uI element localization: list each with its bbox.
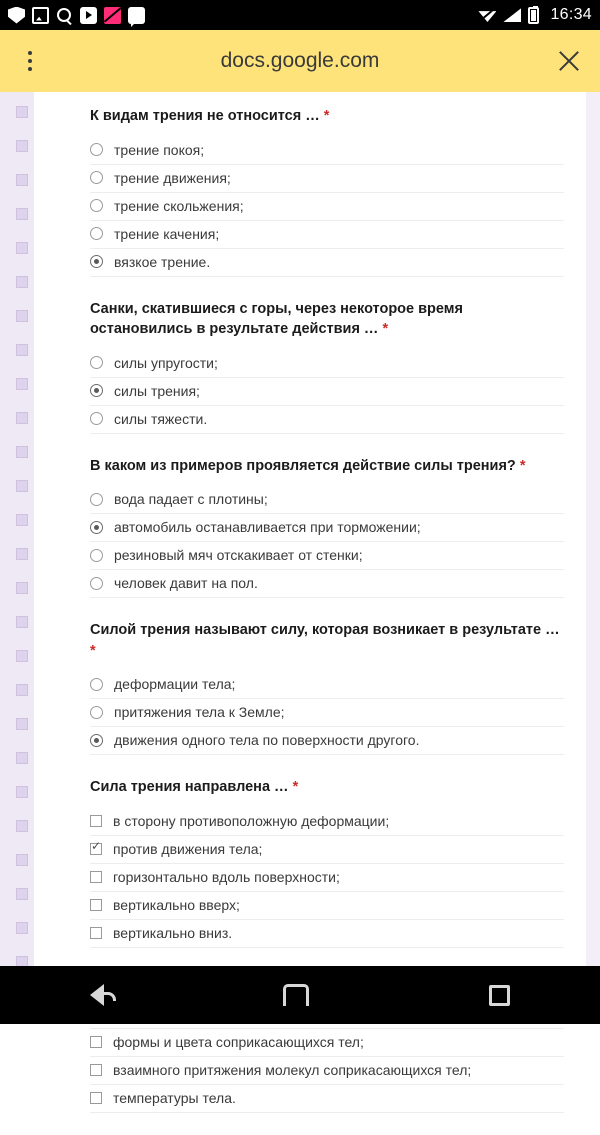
required-marker: * [323, 108, 330, 124]
strip-tick [16, 174, 28, 186]
strip-tick [16, 140, 28, 152]
option-label: силы трения; [114, 382, 200, 399]
question-block [90, 299, 564, 440]
checkbox-option-row[interactable] [90, 892, 564, 920]
mute-icon [104, 7, 121, 24]
radio-button[interactable] [90, 734, 103, 747]
checkbox-option-row[interactable] [90, 864, 564, 892]
option-label: автомобиль останавливается при торможении; [114, 519, 421, 536]
radio-option-row[interactable] [90, 221, 564, 249]
strip-tick [16, 888, 28, 900]
strip-tick [16, 548, 28, 560]
radio-button[interactable] [90, 521, 103, 534]
strip-tick [16, 854, 28, 866]
radio-option-row[interactable] [90, 406, 564, 434]
strip-tick [16, 446, 28, 458]
radio-button[interactable] [90, 199, 103, 212]
web-content[interactable] [0, 92, 600, 1106]
question-separator [90, 1119, 564, 1135]
checkbox-option-row[interactable] [90, 920, 564, 948]
radio-option-row[interactable] [90, 165, 564, 193]
question-title: Санки, скатившиеся с горы, через некоторое время остановились в результате действия … * [90, 300, 463, 338]
wifi-off-icon [478, 8, 496, 22]
gallery-icon [32, 7, 49, 24]
radio-button[interactable] [90, 412, 103, 425]
radio-button[interactable] [90, 255, 103, 268]
signal-icon [503, 8, 521, 22]
required-marker: * [382, 321, 389, 338]
radio-option-row[interactable] [90, 699, 564, 727]
strip-tick [16, 514, 28, 526]
radio-option-row[interactable] [90, 514, 564, 542]
option-label: взаимного притяжения молекул соприкасающихся тел; [113, 1061, 472, 1078]
radio-option-row[interactable] [90, 570, 564, 598]
radio-button[interactable] [90, 549, 103, 562]
shield-icon [8, 7, 25, 24]
google-form-card [34, 92, 586, 1106]
option-label: вертикально вверх; [113, 897, 240, 914]
option-label: вертикально вниз. [113, 925, 233, 942]
checkbox-option-row[interactable] [90, 808, 564, 836]
required-marker: * [292, 779, 299, 796]
checkbox-option-row[interactable] [90, 836, 564, 864]
option-label: в сторону противоположную деформации; [113, 813, 390, 830]
question-separator [90, 440, 564, 456]
option-label: против движения тела; [113, 841, 263, 858]
question-separator [90, 283, 564, 299]
status-bar [0, 0, 600, 30]
option-label: человек давит на пол. [114, 575, 258, 592]
option-label: трение качения; [114, 225, 220, 242]
radio-button[interactable] [90, 384, 103, 397]
radio-option-row[interactable] [90, 137, 564, 165]
checkbox-option-row[interactable] [90, 1057, 564, 1085]
strip-tick [16, 820, 28, 832]
question-title: Силой трения называют силу, которая возникает в результате … * [90, 622, 560, 659]
option-label: силы тяжести. [114, 410, 208, 427]
status-clock: 16:34 [550, 6, 592, 23]
strip-tick [16, 276, 28, 288]
radio-button[interactable] [90, 706, 103, 719]
recents-button[interactable] [489, 985, 510, 1006]
radio-button[interactable] [90, 493, 103, 506]
radio-option-row[interactable] [90, 486, 564, 514]
radio-button[interactable] [90, 356, 103, 369]
radio-button[interactable] [90, 171, 103, 184]
option-label: резиновый мяч отскакивает от стенки; [114, 547, 363, 564]
strip-tick [16, 582, 28, 594]
battery-icon [528, 7, 539, 24]
back-button[interactable] [90, 984, 104, 1006]
radio-button[interactable] [90, 143, 103, 156]
home-button[interactable] [283, 984, 309, 1006]
checkbox[interactable] [90, 871, 102, 883]
chat-icon [128, 7, 145, 24]
strip-tick [16, 242, 28, 254]
strip-tick [16, 378, 28, 390]
radio-option-row[interactable] [90, 671, 564, 699]
option-label: вязкое трение. [114, 253, 211, 270]
menu-dot [28, 59, 32, 63]
checkbox[interactable] [90, 1036, 102, 1048]
option-label: силы упругости; [114, 354, 218, 371]
checkbox[interactable] [90, 927, 102, 939]
option-label: трение покоя; [114, 141, 205, 158]
question-block [90, 777, 564, 954]
option-label: деформации тела; [114, 676, 236, 693]
option-label: движения одного тела по поверхности другого. [114, 732, 420, 749]
checkbox[interactable] [90, 843, 102, 855]
radio-button[interactable] [90, 678, 103, 691]
question-separator [90, 761, 564, 777]
checkbox[interactable] [90, 1092, 102, 1104]
option-label: горизонтально вдоль поверхности; [113, 869, 340, 886]
strip-tick [16, 106, 28, 118]
option-label: вода падает с плотины; [114, 491, 268, 508]
strip-tick [16, 616, 28, 628]
option-label: трение движения; [114, 169, 231, 186]
strip-tick [16, 752, 28, 764]
status-right-icons [478, 6, 592, 24]
status-left-icons [8, 7, 145, 24]
checkbox[interactable] [90, 1064, 102, 1076]
menu-dot [28, 67, 32, 71]
question-block [90, 106, 564, 283]
radio-button[interactable] [90, 227, 103, 240]
overflow-menu-icon[interactable] [18, 51, 42, 71]
radio-option-row[interactable] [90, 350, 564, 378]
question-separator [90, 604, 564, 620]
question-block [90, 456, 564, 605]
question-block [90, 620, 564, 761]
strip-tick [16, 684, 28, 696]
required-marker: * [519, 457, 526, 474]
youtube-icon [80, 7, 97, 24]
checkbox-option-row[interactable] [90, 1029, 564, 1057]
radio-option-row[interactable] [90, 378, 564, 406]
checkbox-option-row[interactable] [90, 1085, 564, 1113]
strip-tick [16, 344, 28, 356]
checkbox[interactable] [90, 815, 102, 827]
option-label: притяжения тела к Земле; [114, 704, 285, 721]
question-title: Сила трения направлена … * [90, 779, 299, 796]
question-title: В каком из примеров проявляется действие силы трения? * [90, 457, 526, 474]
radio-option-row[interactable] [90, 249, 564, 277]
question-title: К видам трения не относится … * [90, 108, 330, 124]
strip-tick [16, 650, 28, 662]
radio-option-row[interactable] [90, 193, 564, 221]
radio-option-row[interactable] [90, 542, 564, 570]
system-navigation-bar [0, 966, 600, 1024]
option-label: трение скольжения; [114, 197, 244, 214]
strip-tick [16, 412, 28, 424]
strip-tick [16, 786, 28, 798]
browser-app-bar [0, 30, 600, 92]
strip-tick [16, 480, 28, 492]
menu-dot [28, 51, 32, 55]
radio-button[interactable] [90, 577, 103, 590]
strip-tick [16, 922, 28, 934]
required-marker: * [90, 642, 96, 659]
radio-option-row[interactable] [90, 727, 564, 755]
page-title: docs.google.com [220, 49, 380, 72]
close-icon[interactable] [556, 48, 582, 74]
checkbox[interactable] [90, 899, 102, 911]
strip-tick [16, 718, 28, 730]
strip-tick [16, 310, 28, 322]
form-left-strip [0, 92, 34, 966]
strip-tick [16, 208, 28, 220]
search-icon [56, 7, 73, 24]
option-label: температуры тела. [113, 1089, 236, 1106]
option-label: формы и цвета соприкасающихся тел; [113, 1033, 364, 1050]
